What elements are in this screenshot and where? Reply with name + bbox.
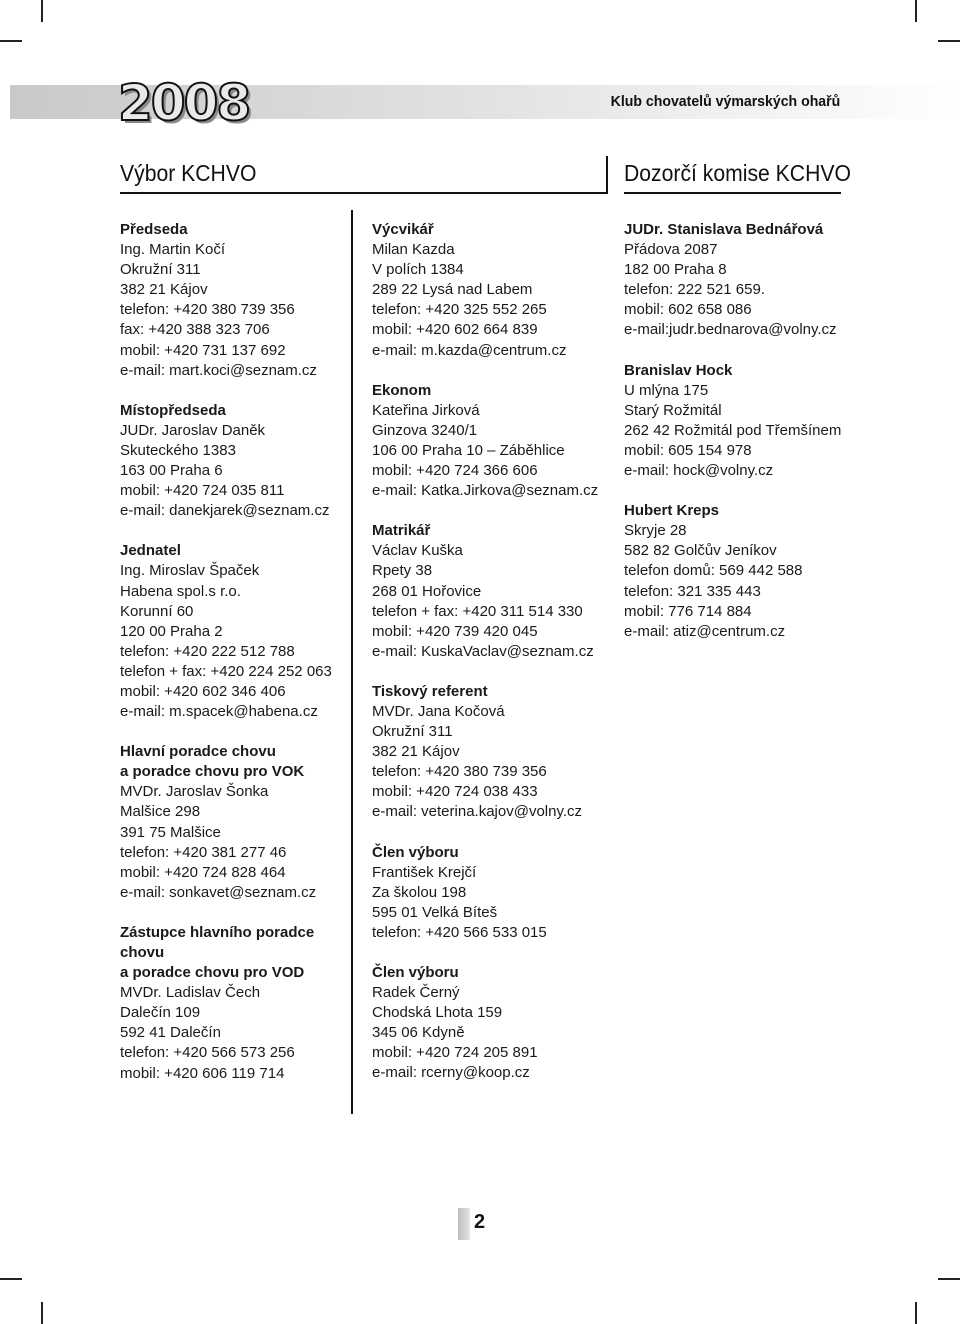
email: e-mail: rcerny@koop.cz [372,1064,530,1082]
entry-heading: Hubert Kreps [624,502,720,520]
street: Okružní 311 [120,261,201,279]
city: 262 42 Rožmitál pod Třemšínem [624,421,842,439]
crop-mark [0,1278,22,1280]
phone: telefon: +420 381 277 46 [120,843,287,861]
city: 595 01 Velká Bíteš [372,903,498,921]
crop-mark [915,0,917,22]
name: Radek Černý [372,984,460,1002]
street: Přádova 2087 [624,241,718,259]
entry-chief-breeding-advisor [120,742,348,903]
phone: telefon: +420 566 533 015 [372,923,547,941]
entry-heading: Místopředseda [120,401,226,419]
phone: telefon: +420 380 739 356 [120,301,295,319]
column-divider [351,210,353,1114]
email: e-mail: m.spacek@habena.cz [120,703,318,721]
email: e-mail: veterina.kajov@volny.cz [372,803,583,821]
entry-heading: JUDr. Stanislava Bednářová [624,221,824,238]
email: e-mail: KuskaVaclav@seznam.cz [372,642,594,660]
city: 268 01 Hořovice [372,582,482,600]
phone: telefon: 321 335 443 [624,582,761,600]
street: Dalečín 109 [120,1004,201,1022]
name: Václav Kuška [372,542,463,560]
entry-vice-chairman [120,401,348,522]
street: Rpety 38 [372,562,433,580]
entry-heading: Člen výboru [372,964,459,981]
name: Ing. Miroslav Špaček [120,562,260,580]
supervisory-column [624,220,854,662]
committee-title: Výbor KCHVO [120,160,257,186]
city: 391 75 Malšice [120,823,221,841]
email: e-mail: m.kazda@centrum.cz [372,341,567,359]
fax: fax: +420 388 323 706 [120,321,270,339]
title-underline-right [624,192,841,194]
street: Malšice 298 [120,803,201,821]
name: MVDr. Jana Kočová [372,702,505,720]
crop-mark [0,40,22,42]
mobile: mobil: 602 658 086 [624,301,752,319]
city: 592 41 Dalečín [120,1024,221,1042]
email: e-mail: mart.koci@seznam.cz [120,361,317,379]
entry-heading-line-2: a poradce chovu pro VOD [120,964,305,982]
street: Skuteckého 1383 [120,441,236,459]
entry-heading: Předseda [120,221,188,238]
mobile: mobil: +420 606 119 714 [120,1064,285,1082]
committee-column-1 [120,220,348,1104]
entry-committee-member [372,963,604,1084]
committee-column-2 [372,220,604,1104]
mobile: mobil: +420 724 038 433 [372,783,538,801]
crop-mark [41,0,43,22]
phone: telefon: +420 222 512 788 [120,642,295,660]
phone: telefon: +420 566 573 256 [120,1044,295,1062]
entry-heading: Hlavní poradce chovu [120,743,276,761]
entry-chairman [120,220,348,381]
mobile: mobil: +420 739 420 045 [372,622,538,640]
name: JUDr. Jaroslav Daněk [120,421,266,439]
city: 120 00 Praha 2 [120,622,223,640]
page-number-bar [458,1208,470,1240]
phone: telefon: +420 325 552 265 [372,301,547,319]
email: e-mail: Katka.Jirkova@seznam.cz [372,482,599,500]
phone-fax: telefon + fax: +420 311 514 330 [372,602,583,620]
club-name: Klub chovatelů výmarských ohařů [610,93,840,110]
street: V polích 1384 [372,261,464,279]
crop-mark [915,1302,917,1324]
name: Ing. Martin Kočí [120,241,226,259]
street: Ginzova 3240/1 [372,421,478,439]
city: 345 06 Kdyně [372,1024,465,1042]
street: Za školou 198 [372,883,467,901]
phone-fax: telefon + fax: +420 224 252 063 [120,662,332,680]
email: e-mail: atiz@centrum.cz [624,622,786,640]
mobile: mobil: +420 602 346 406 [120,682,286,700]
entry-secretary [120,541,348,722]
entry-registrar [372,521,604,662]
phone: telefon: +420 380 739 356 [372,763,547,781]
name: František Krejčí [372,863,477,881]
street: Chodská Lhota 159 [372,1004,503,1022]
city: 582 82 Golčův Jeníkov [624,542,777,560]
entry-supervisory-member [624,501,854,642]
entry-deputy-breeding-advisor [120,923,348,1084]
email: e-mail: sonkavet@seznam.cz [120,883,317,901]
entry-treasurer [372,381,604,502]
email: e-mail: danekjarek@seznam.cz [120,502,330,520]
name: Kateřina Jirková [372,401,480,419]
year-title: 2008 [118,74,250,132]
city: 182 00 Praha 8 [624,261,727,279]
mobile: mobil: +420 724 366 606 [372,462,538,480]
entry-heading: Zástupce hlavního poradce chovu [120,923,315,961]
entry-heading: Ekonom [372,381,432,399]
crop-mark [938,40,960,42]
city: 382 21 Kájov [120,281,208,299]
street: Skryje 28 [624,522,687,540]
mobile: mobil: +420 724 205 891 [372,1044,538,1062]
entry-heading: Matrikář [372,522,431,540]
email: e-mail:judr.bednarova@volny.cz [624,321,837,339]
city: 163 00 Praha 6 [120,462,223,480]
name: Milan Kazda [372,241,455,259]
page-number: 2 [474,1211,486,1233]
street: Korunní 60 [120,602,194,620]
street: Okružní 311 [372,723,453,741]
name: MVDr. Jaroslav Šonka [120,783,269,801]
entry-heading: Branislav Hock [624,361,733,379]
mobile: mobil: +420 731 137 692 [120,341,286,359]
city: 382 21 Kájov [372,743,460,761]
title-underline-left [120,192,607,194]
supervisory-title: Dozorčí komise KCHVO [624,160,851,186]
mobile: mobil: +420 724 828 464 [120,863,286,881]
mobile: mobil: 605 154 978 [624,441,752,459]
name: MVDr. Ladislav Čech [120,984,261,1002]
email: e-mail: hock@volny.cz [624,462,774,480]
company: Habena spol.s r.o. [120,582,241,600]
entry-heading-line-2: a poradce chovu pro VOK [120,763,305,781]
mobile: mobil: +420 724 035 811 [120,482,285,500]
phone: telefon: 222 521 659. [624,281,765,299]
street: U mlýna 175 [624,381,709,399]
city: 106 00 Praha 10 – Záběhlice [372,441,565,459]
crop-mark [41,1302,43,1324]
entry-heading: Jednatel [120,542,181,560]
title-divider [606,156,608,194]
home-phone: telefon domů: 569 442 588 [624,562,803,580]
entry-committee-member [372,843,604,943]
mobile: mobil: +420 602 664 839 [372,321,538,339]
entry-trainer [372,220,604,361]
mobile: mobil: 776 714 884 [624,602,752,620]
village: Starý Rožmitál [624,401,722,419]
city: 289 22 Lysá nad Labem [372,281,533,299]
entry-press-officer [372,682,604,823]
entry-heading: Tiskový referent [372,682,488,700]
entry-heading: Člen výboru [372,843,459,861]
entry-supervisory-member [624,361,854,482]
entry-supervisory-member [624,220,854,341]
crop-mark [938,1278,960,1280]
entry-heading: Výcvikář [372,221,434,238]
